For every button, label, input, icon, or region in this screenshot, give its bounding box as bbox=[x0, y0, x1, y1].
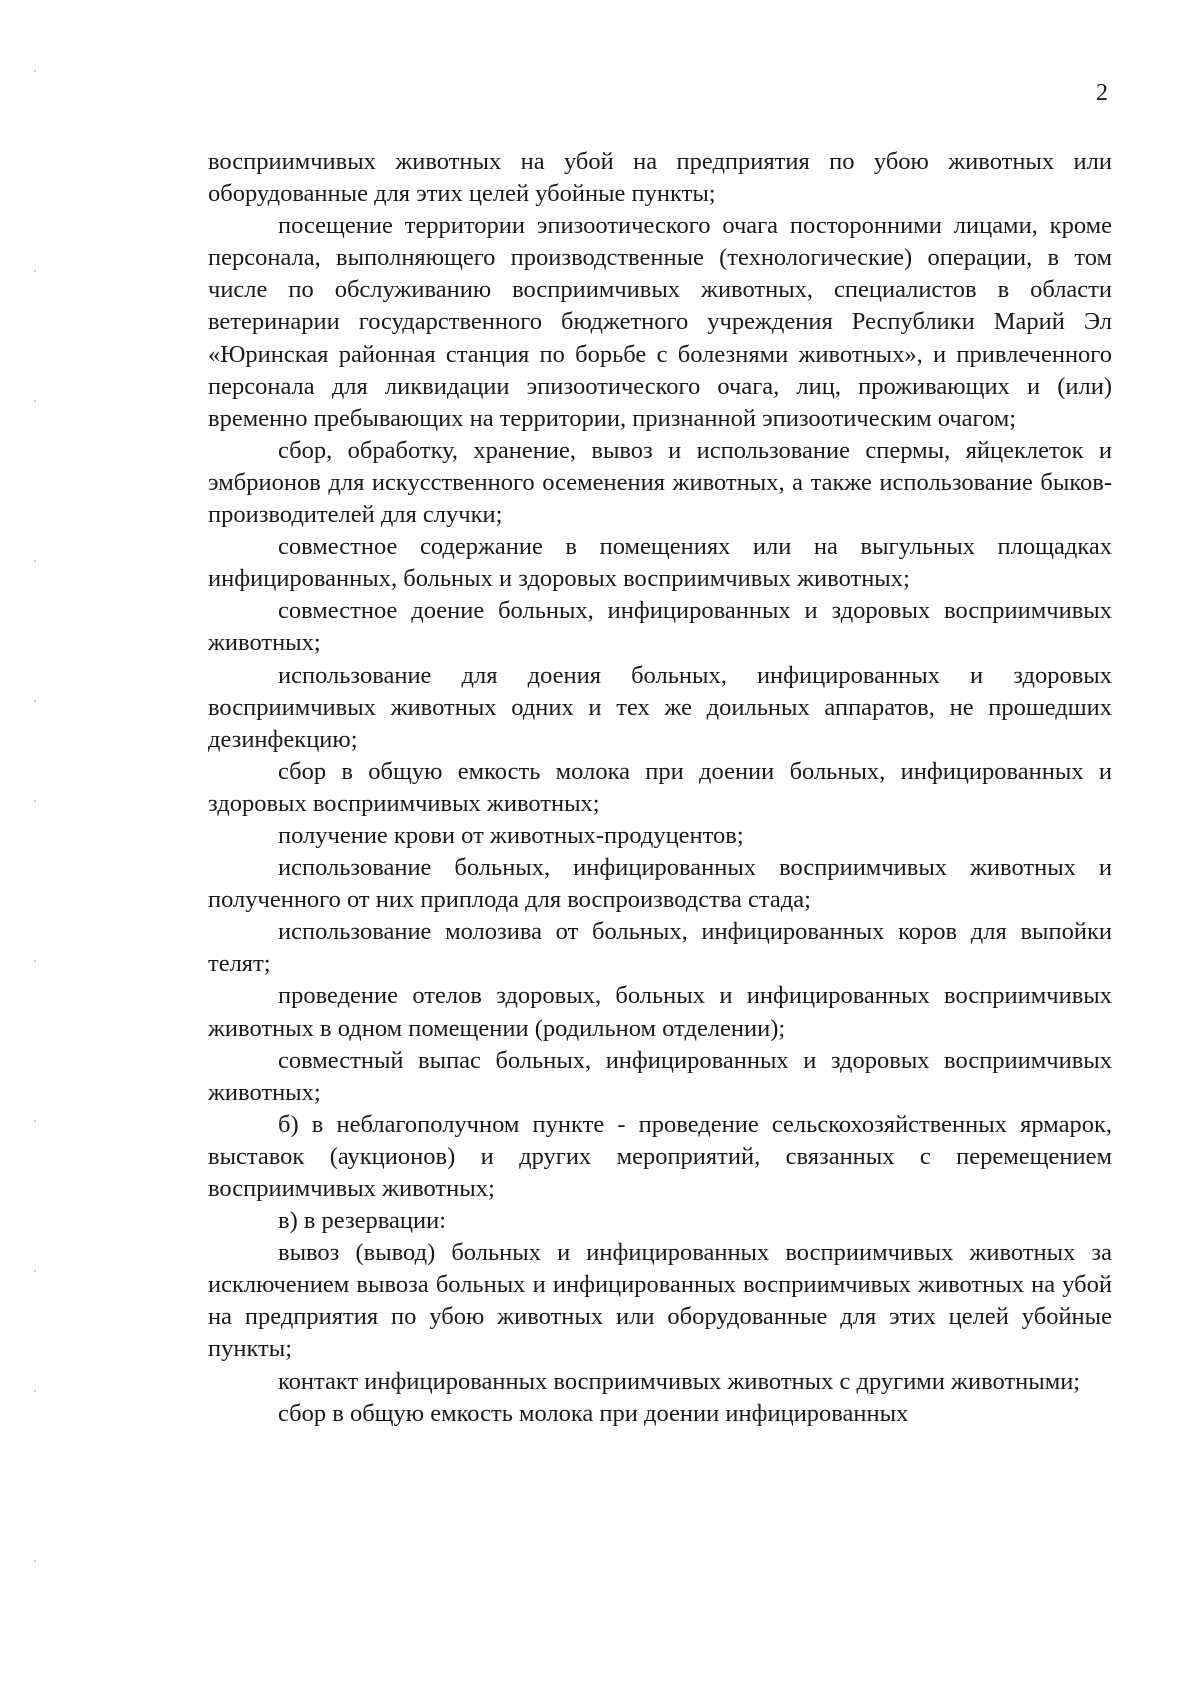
paragraph: совместное доение больных, инфицированных и здоровых восприимчивых животных; bbox=[208, 597, 1112, 657]
paragraph: получение крови от животных-продуцентов; bbox=[278, 821, 744, 849]
paragraph: сбор, обработку, хранение, вывоз и использование спермы, яйцеклеток и эмбрионов для искусственного осеменения животных, а также использование быков-производителей для случки; bbox=[208, 436, 1112, 529]
paragraph: сбор в общую емкость молока при доении инфицированных bbox=[278, 1399, 909, 1427]
paragraph: использование молозива от больных, инфицированных коров для выпойки телят; bbox=[208, 918, 1112, 978]
paragraph: использование больных, инфицированных восприимчивых животных и полученного от них приплода для воспроизводства стада; bbox=[208, 854, 1112, 914]
paragraph: контакт инфицированных восприимчивых животных с другими животными; bbox=[278, 1367, 1081, 1395]
paragraph: посещение территории эпизоотического очага посторонними лицами, кроме персонала, выполняющего производственные (технологические) операции, в том числе по обслуживанию восприимчивых животных, специалистов в области ветеринарии государственного бюджетного учреждения Республики Марий Эл «Юринская районная станция по борьбе с болезнями животных», и привлеченного персонала для ликвидации эпизоотического очага, лиц, проживающих и (или) временно пребывающих на территории, признанной эпизоотическим очагом; bbox=[208, 212, 1112, 432]
paragraph: совместный выпас больных, инфицированных и здоровых восприимчивых животных; bbox=[208, 1046, 1112, 1106]
paragraph: совместное содержание в помещениях или на выгульных площадках инфицированных, больных и здоровых восприимчивых животных; bbox=[208, 533, 1112, 593]
paragraph: вывоз (вывод) больных и инфицированных восприимчивых животных за исключением вывоза больных и инфицированных восприимчивых животных на убой на предприятия по убою животных или оборудованные для этих целей убойные пункты; bbox=[208, 1239, 1112, 1363]
document-body bbox=[208, 146, 1112, 1430]
scan-margin-specks bbox=[34, 0, 40, 1685]
paragraph: сбор в общую емкость молока при доении больных, инфицированных и здоровых восприимчивых животных; bbox=[208, 757, 1112, 817]
paragraph: в) в резервации: bbox=[278, 1207, 447, 1235]
paragraph: проведение отелов здоровых, больных и инфицированных восприимчивых животных в одном помещении (родильном отделении); bbox=[208, 982, 1112, 1042]
page-number: 2 bbox=[1096, 80, 1108, 106]
paragraph: б) в неблагополучном пункте - проведение сельскохозяйственных ярмарок, выставок (аукционов) и других мероприятий, связанных с перемещением восприимчивых животных; bbox=[208, 1110, 1112, 1202]
paragraph: восприимчивых животных на убой на предприятия по убою животных или оборудованные для этих целей убойные пункты; bbox=[208, 148, 1112, 208]
paragraph: использование для доения больных, инфицированных и здоровых восприимчивых животных одних и тех же доильных аппаратов, не прошедших дезинфекцию; bbox=[208, 661, 1112, 753]
